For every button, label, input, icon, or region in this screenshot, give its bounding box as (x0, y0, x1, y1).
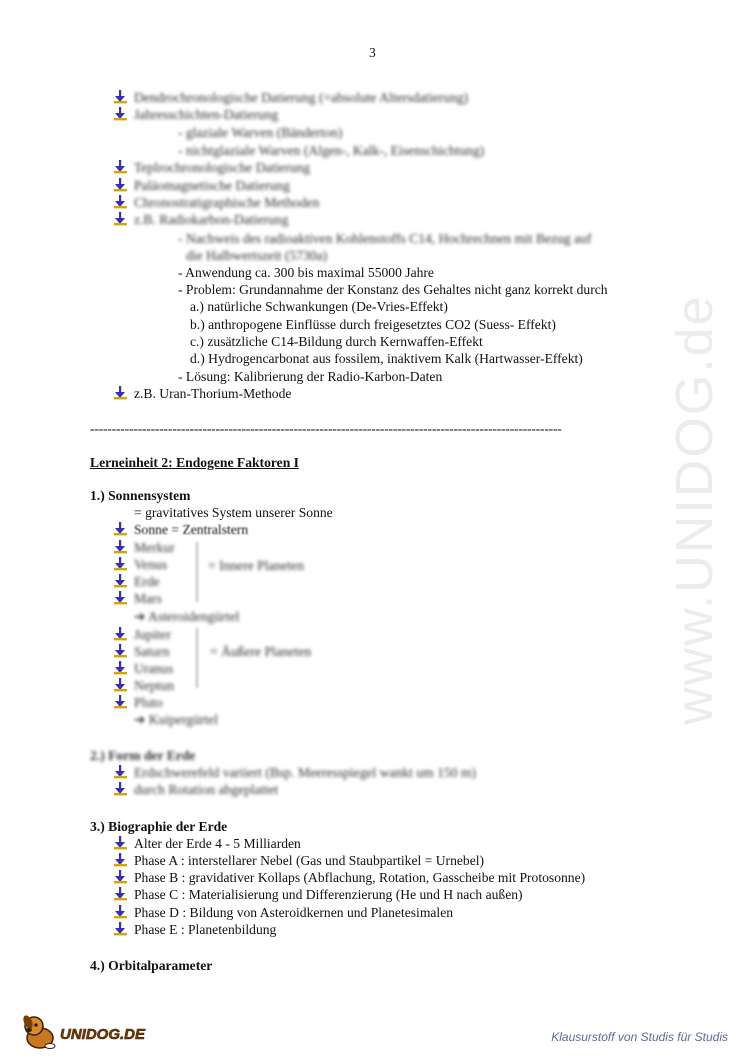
planet-item: Venus (134, 557, 168, 572)
bullet-icon (114, 678, 127, 692)
list-item: Jahresschichten-Datierung (134, 107, 279, 122)
watermark: www.UNIDOG.de (666, 294, 724, 726)
asteroid-belt-text: ➔ Asteroidengürtel (134, 609, 240, 624)
bullet-icon (114, 870, 127, 884)
inner-planets-label: = Innere Planeten (208, 558, 304, 573)
sub-item: - glaziale Warven (Bänderton) (178, 125, 343, 140)
planet-item: Pluto (134, 695, 163, 710)
bullet-icon (114, 765, 127, 779)
outer-planets-label: = Äußere Planeten (210, 644, 312, 659)
planet-item: Erde (134, 574, 160, 589)
list-item: Phase D : Bildung von Asteroidkernen und Planetesimalen (134, 905, 454, 920)
bullet-icon (114, 574, 127, 588)
bullet-icon (114, 922, 127, 936)
list-item: Alter der Erde 4 - 5 Milliarden (134, 836, 301, 851)
sub-item: die Halbwertszeit (5730a) (186, 248, 328, 263)
bullet-icon (114, 557, 127, 571)
list-item: durch Rotation abgeplattet (134, 782, 279, 797)
bullet-icon (114, 695, 127, 709)
list-item: Teplrochronologische Datierung (134, 160, 311, 175)
loesung-text: - Lösung: Kalibrierung der Radio-Karbon-Daten (178, 369, 443, 384)
bullet-icon (114, 195, 127, 209)
list-item: Erdschwerefeld variiert (Bsp. Meeresspiegel wankt um 150 m) (134, 765, 477, 780)
planet-item: Jupiter (134, 627, 171, 642)
list-item: z.B. Uran-Thorium-Methode (134, 386, 292, 401)
dog-icon (20, 1012, 60, 1052)
list-item: Phase E : Planetenbildung (134, 922, 277, 937)
list-item: Paläomagnetische Datierung (134, 178, 290, 193)
bracket (196, 628, 198, 688)
bullet-icon (114, 178, 127, 192)
section-heading: 1.) Sonnensystem (90, 488, 191, 503)
planet-item: Uranus (134, 661, 174, 676)
problem-item: d.) Hydrogencarbonat aus fossilem, inaktivem Kalk (Hartwasser-Effekt) (190, 351, 583, 366)
planet-item: Saturn (134, 644, 170, 659)
bullet-icon (114, 591, 127, 605)
problem-item: a.) natürliche Schwankungen (De-Vries-Effekt) (190, 299, 448, 314)
unidog-logo (20, 1012, 160, 1052)
sub-item: - nichtglaziale Warven (Algen-, Kalk-, Eisenschichtung) (178, 143, 485, 158)
list-item: Chronostratigraphische Methoden (134, 195, 320, 210)
planet-item: Merkur (134, 540, 175, 555)
bullet-icon (114, 540, 127, 554)
list-item: Sonne = Zentralstern (134, 522, 249, 537)
logo-text: UNIDOG.DE (60, 1026, 146, 1043)
section-heading: 4.) Orbitalparameter (90, 958, 213, 973)
list-item: Phase A : interstellarer Nebel (Gas und Staubpartikel = Urnebel) (134, 853, 485, 868)
section-heading: 2.) Form der Erde (90, 748, 196, 763)
list-item: Phase B : gravidativer Kollaps (Abflachung, Rotation, Gasscheibe mit Protosonne) (134, 870, 586, 885)
list-item: Dendrochronologische Datierung (=absolute Altersdatierung) (134, 90, 469, 105)
definition-text: = gravitatives System unserer Sonne (134, 505, 333, 520)
planet-item: Neptun (134, 678, 175, 693)
section-heading: 3.) Biographie der Erde (90, 819, 228, 834)
planet-item: Mars (134, 591, 162, 606)
bullet-icon (114, 836, 127, 850)
problem-item: c.) zusätzliche C14-Bildung durch Kernwaffen-Effekt (190, 334, 483, 349)
bullet-icon (114, 90, 127, 104)
footer-tagline: Klausurstoff von Studis für Studis (551, 1030, 728, 1044)
sub-item: - Nachweis des radioaktiven Kohlenstoffs C14, Hochrechnen mit Bezug auf (178, 231, 592, 246)
separator-line: ------------------------------------------------------------------------------------------------------------- (90, 421, 562, 436)
anwendung-text: - Anwendung ca. 300 bis maximal 55000 Jahre (178, 265, 434, 280)
problem-item: b.) anthropogene Einflüsse durch freigesetztes CO2 (Suess- Effekt) (190, 317, 556, 332)
bracket (196, 542, 198, 602)
bullet-icon (114, 386, 127, 400)
problem-text: - Problem: Grundannahme der Konstanz des Gehaltes nicht ganz korrekt durch (178, 282, 608, 297)
page-number: 3 (369, 45, 376, 60)
bullet-icon (114, 212, 127, 226)
bullet-icon (114, 887, 127, 901)
bullet-icon (114, 107, 127, 121)
bullet-icon (114, 644, 127, 658)
list-item: Phase C : Materialisierung und Differenzierung (He und H nach außen) (134, 887, 523, 902)
bullet-icon (114, 661, 127, 675)
list-item: z.B. Radiokarbon-Datierung (134, 212, 289, 227)
bullet-icon (114, 853, 127, 867)
section-title: Lerneinheit 2: Endogene Faktoren I (90, 455, 299, 470)
bullet-icon (114, 522, 127, 536)
bullet-icon (114, 160, 127, 174)
bullet-icon (114, 627, 127, 641)
kuiper-belt-text: ➔ Kuipergürtel (134, 712, 218, 727)
bullet-icon (114, 782, 127, 796)
bullet-icon (114, 905, 127, 919)
